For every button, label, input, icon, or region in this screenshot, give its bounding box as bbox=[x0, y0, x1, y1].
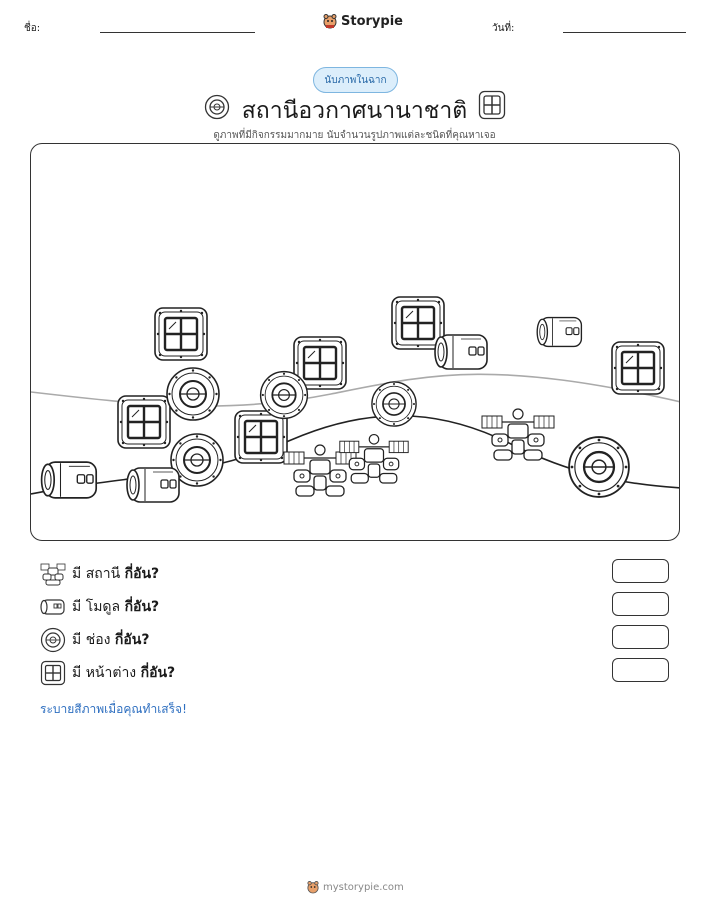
module-1 bbox=[435, 335, 487, 369]
date-field[interactable] bbox=[563, 32, 686, 33]
color-instruction: ระบายสีภาพเมื่อคุณทำเสร็จ! bbox=[40, 702, 187, 716]
coloring-scene[interactable] bbox=[30, 143, 680, 541]
module-2 bbox=[537, 318, 581, 347]
activity-badge: นับภาพในฉาก bbox=[313, 67, 398, 93]
station-icon bbox=[40, 561, 66, 587]
question-suffix: กี่อัน? bbox=[140, 665, 176, 681]
question-row-module bbox=[40, 594, 159, 620]
date-label: วันที่: bbox=[492, 23, 515, 34]
window-4 bbox=[612, 342, 664, 394]
window-6 bbox=[235, 411, 287, 463]
station-3 bbox=[482, 409, 554, 460]
question-row-hatch bbox=[40, 627, 149, 653]
hatch-2 bbox=[261, 372, 308, 419]
answer-box-hatch[interactable] bbox=[612, 625, 669, 649]
question-prefix: มี bbox=[72, 665, 82, 681]
question-item: ช่อง bbox=[85, 632, 111, 648]
window-icon bbox=[40, 660, 66, 686]
answer-box-station[interactable] bbox=[612, 559, 669, 583]
answer-box-window[interactable] bbox=[612, 658, 669, 682]
storypie-mascot-icon bbox=[323, 13, 337, 29]
question-prefix: มี bbox=[72, 632, 82, 648]
brand-logo: Storypie bbox=[323, 13, 403, 29]
module-4 bbox=[127, 468, 179, 502]
question-item: หน้าต่าง bbox=[85, 665, 137, 681]
instructions: ดูภาพที่มีกิจกรรมมากมาย นับจำนวนรูปภาพแต่ละชนิดที่คุณหาเจอ bbox=[213, 130, 496, 141]
module-3 bbox=[42, 462, 97, 498]
hatch-5 bbox=[569, 437, 629, 497]
question-item: สถานี bbox=[85, 566, 121, 582]
question-suffix: กี่อัน? bbox=[124, 566, 160, 582]
name-field[interactable] bbox=[100, 32, 255, 33]
footer-site bbox=[307, 880, 404, 894]
window-1 bbox=[155, 308, 207, 360]
question-row-station bbox=[40, 561, 159, 587]
question-prefix: มี bbox=[72, 599, 82, 615]
answer-box-module[interactable] bbox=[612, 592, 669, 616]
hatch-icon bbox=[40, 627, 66, 653]
question-row-window bbox=[40, 660, 175, 686]
scene-illustration bbox=[31, 144, 680, 541]
page-title: สถานีอวกาศนานาชาติ bbox=[241, 98, 468, 124]
storypie-mascot-icon bbox=[307, 880, 319, 894]
window-5 bbox=[118, 396, 170, 448]
question-suffix: กี่อัน? bbox=[124, 599, 160, 615]
name-label: ชื่อ: bbox=[24, 23, 41, 34]
window-icon bbox=[478, 90, 506, 120]
question-prefix: มี bbox=[72, 566, 82, 582]
footer-url: mystorypie.com bbox=[323, 881, 404, 893]
hatch-1 bbox=[167, 368, 219, 420]
module-icon bbox=[40, 594, 66, 620]
hatch-3 bbox=[372, 382, 416, 426]
question-item: โมดูล bbox=[85, 599, 121, 615]
question-suffix: กี่อัน? bbox=[114, 632, 150, 648]
